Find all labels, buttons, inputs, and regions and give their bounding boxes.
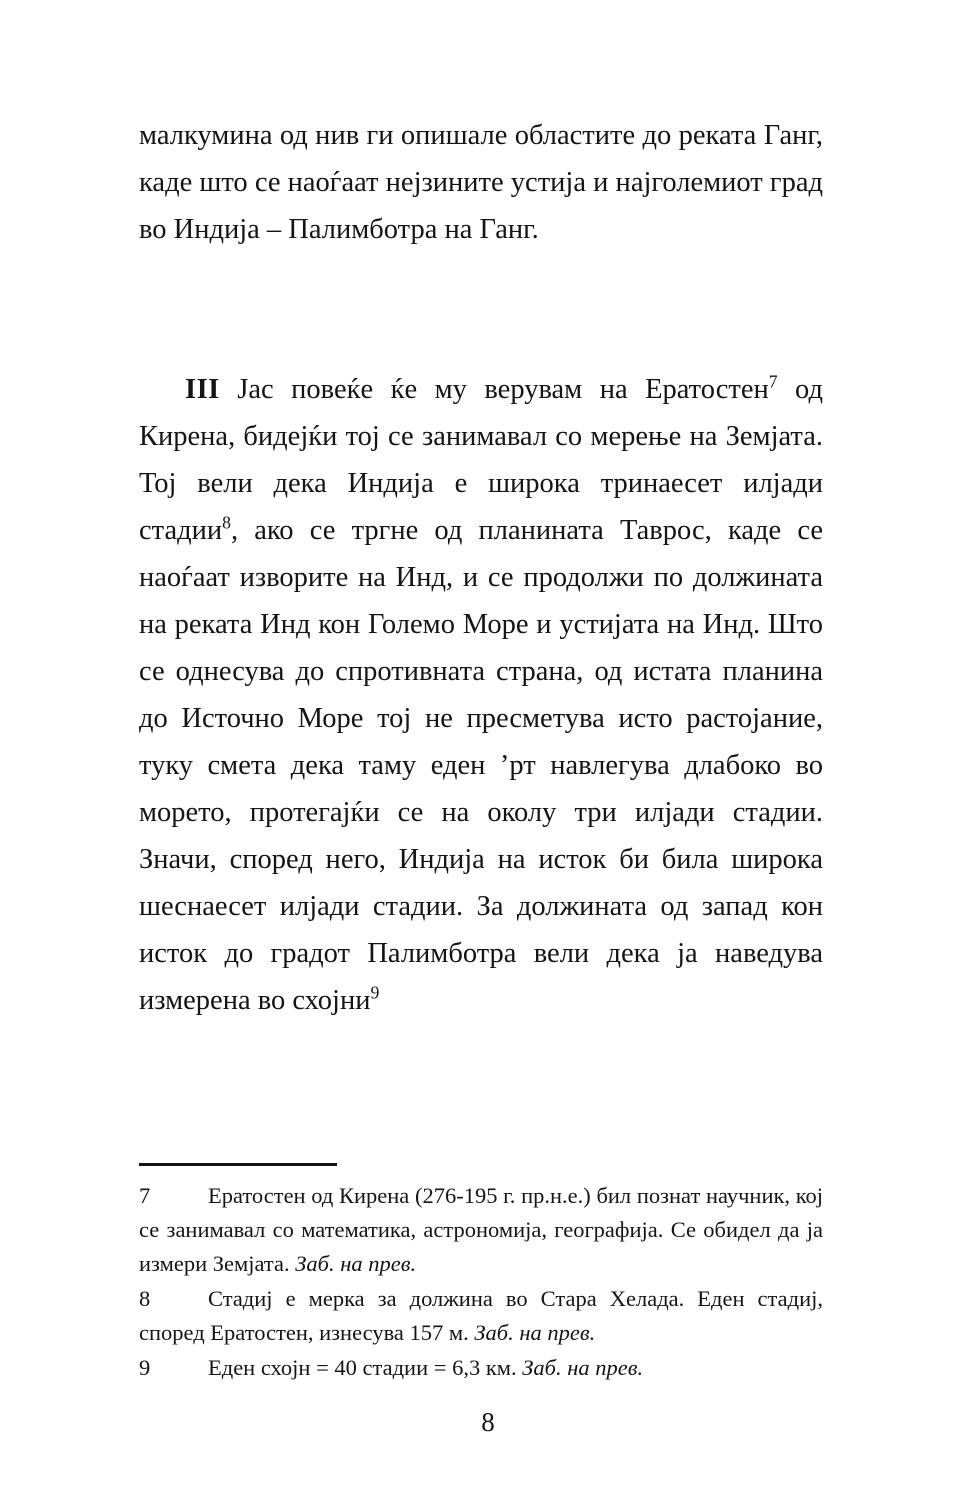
body-paragraph-2: [139, 366, 823, 1024]
paragraph-2-segment-1: Јас повеќе ќе му верувам на Ератостен: [219, 374, 769, 405]
main-text-column: [139, 112, 823, 1024]
footnote-item-8: [139, 1282, 823, 1350]
footnote-separator-rule: [139, 1163, 337, 1166]
footnote-reference-9[interactable]: 9: [370, 982, 380, 1003]
footnote-attribution-9: Заб. на прев.: [522, 1355, 644, 1380]
footnote-section: [139, 1163, 823, 1386]
footnote-reference-8[interactable]: 8: [222, 512, 231, 533]
footnote-reference-7[interactable]: 7: [768, 371, 778, 392]
body-paragraph-1: малкумина од нив ги опишале областите до реката Ганг, каде што се наоѓаат нејзините устија и најголемиот град во Индија – Палимботра на Ганг.: [139, 120, 823, 245]
footnote-text-8: Стадиј е мерка за должина во Стара Хелада. Еден стадиј, според Ератостен, изнесува 157 м.: [139, 1286, 823, 1345]
footnote-attribution-8: Заб. на прев.: [474, 1320, 596, 1345]
paragraph-spacer: [139, 253, 823, 366]
footnote-number-8: 8: [139, 1286, 151, 1311]
paragraph-2-segment-3: , ако се тргне од планината Таврос, каде се наоѓаат изворите на Инд, и се продолжи по должината на реката Инд кон Големо Море и устијата на Инд. Што се однесува до спротивната страна, од истата планина до Источно Море тој не пресметува исто растојание, туку смета дека таму еден ’рт навлегува длабоко во морето, протегајќи се на околу три илјади стадии. Значи, според него, Индија на исток би била широка шеснаесет илјади стадии. За должината од запад кон исток до градот Палимботра вели дека ја наведува измерена во схојни: [139, 515, 823, 1016]
footnote-text-7: Ератостен од Кирена (276-195 г. пр.н.е.) бил познат научник, кој се занимавал со математика, астрономија, географија. Се обидел да ја измери Земјата.: [139, 1183, 823, 1276]
page-number: 8: [481, 1407, 495, 1437]
footnote-number-9: 9: [139, 1355, 151, 1380]
footnote-number-7: 7: [139, 1183, 151, 1208]
paragraph-2-segment-2: од Кирена, бидејќи тој се занимавал со мерење на Земјата. Тој вели дека Индија е широка тринаесет илјади стадии: [139, 374, 823, 546]
footnote-item-9: [139, 1351, 823, 1385]
footnote-attribution-7: Заб. на прев.: [295, 1251, 417, 1276]
footnote-item-7: [139, 1179, 823, 1281]
chapter-number-iii: III: [185, 374, 220, 405]
footnote-text-9: Еден схојн = 40 стадии = 6,3 км.: [208, 1355, 523, 1380]
